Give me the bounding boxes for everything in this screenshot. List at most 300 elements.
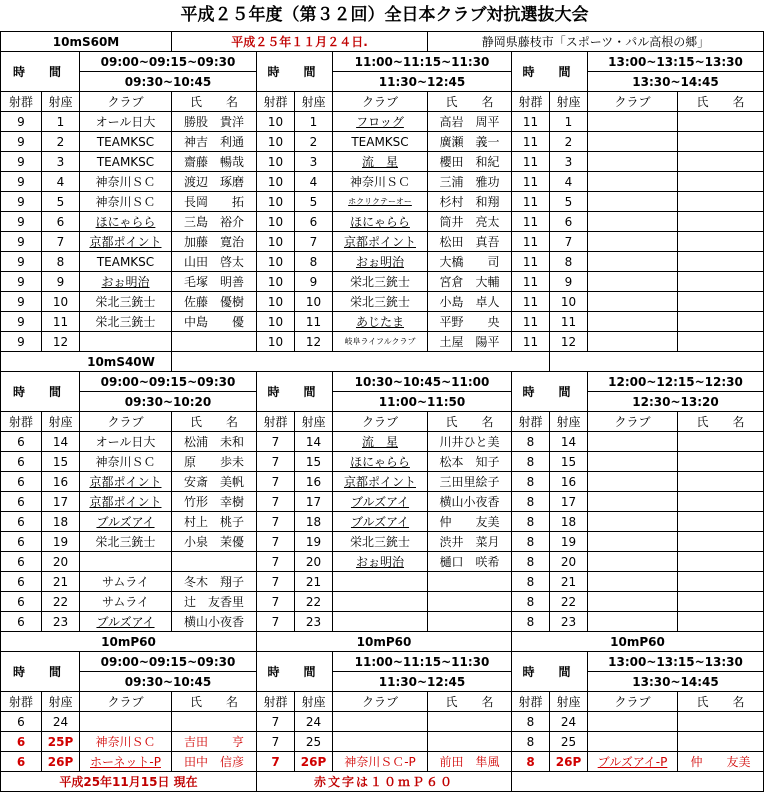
col-header-name: 氏 名 [172, 692, 257, 712]
col-header-name: 氏 名 [428, 92, 512, 112]
shagun-cell: 7 [257, 592, 295, 612]
shaza-cell: 11 [550, 312, 588, 332]
table-row [1, 332, 764, 352]
shaza-cell: 5 [295, 192, 333, 212]
shagun-cell: 11 [512, 172, 550, 192]
club-cell: TEAMKSC [333, 132, 428, 152]
col-header-shagun: 射群 [257, 92, 295, 112]
table-row [1, 392, 764, 412]
shaza-cell: 20 [295, 552, 333, 572]
name-cell [678, 612, 764, 632]
col-header-shagun: 射群 [512, 692, 550, 712]
name-cell [678, 472, 764, 492]
col-header-club: クラブ [333, 692, 428, 712]
shagun-cell: 6 [1, 432, 42, 452]
shaza-cell: 10 [550, 292, 588, 312]
shagun-cell: 8 [512, 612, 550, 632]
col-header-shagun: 射群 [1, 692, 42, 712]
shaza-cell: 4 [550, 172, 588, 192]
shagun-cell: 10 [257, 152, 295, 172]
shaza-cell: 23 [295, 612, 333, 632]
col-header-name: 氏 名 [678, 92, 764, 112]
name-cell: 竹形 幸樹 [172, 492, 257, 512]
shaza-cell: 9 [550, 272, 588, 292]
club-cell [588, 252, 678, 272]
shagun-cell: 6 [1, 452, 42, 472]
table-row [1, 272, 764, 292]
name-cell [428, 732, 512, 752]
shaza-cell: 19 [550, 532, 588, 552]
shaza-cell: 23 [42, 612, 80, 632]
name-cell: 小泉 茉優 [172, 532, 257, 552]
shagun-cell: 6 [1, 712, 42, 732]
shaza-cell: 5 [42, 192, 80, 212]
time-range-line1: 11:00~11:15~11:30 [333, 652, 512, 672]
shagun-cell: 11 [512, 332, 550, 352]
shaza-cell: 2 [295, 132, 333, 152]
name-cell: 樋口 咲希 [428, 552, 512, 572]
shaza-cell: 23 [550, 612, 588, 632]
club-cell: 栄北三銃士 [80, 312, 172, 332]
shaza-cell: 14 [42, 432, 80, 452]
shagun-cell: 7 [257, 572, 295, 592]
table-row [1, 372, 764, 392]
shagun-cell: 10 [257, 312, 295, 332]
shaza-cell: 15 [42, 452, 80, 472]
shaza-cell: 14 [295, 432, 333, 452]
blank-cell [172, 352, 550, 372]
shaza-cell: 21 [295, 572, 333, 592]
name-cell [428, 712, 512, 732]
club-cell: ブルズアイ [333, 512, 428, 532]
name-cell: 杉村 和翔 [428, 192, 512, 212]
shagun-cell: 7 [257, 512, 295, 532]
shagun-cell: 10 [257, 192, 295, 212]
time-range-line1: 12:00~12:15~12:30 [588, 372, 764, 392]
table-row [1, 512, 764, 532]
table-row [1, 752, 764, 772]
shagun-cell: 8 [512, 432, 550, 452]
shagun-cell: 7 [257, 612, 295, 632]
time-header: 時 間 [1, 652, 80, 692]
table-row [1, 632, 764, 652]
shagun-cell: 8 [512, 592, 550, 612]
shaza-cell: 8 [295, 252, 333, 272]
shaza-cell: 17 [550, 492, 588, 512]
club-cell [588, 452, 678, 472]
shagun-cell: 9 [1, 332, 42, 352]
shaza-cell: 21 [42, 572, 80, 592]
time-range-line2: 09:30~10:45 [80, 72, 257, 92]
time-range-line1: 09:00~09:15~09:30 [80, 52, 257, 72]
table-row [1, 592, 764, 612]
name-cell: 中島 優 [172, 312, 257, 332]
shagun-cell: 11 [512, 132, 550, 152]
col-header-shaza: 射座 [42, 412, 80, 432]
shagun-cell: 10 [257, 172, 295, 192]
table-row [1, 352, 764, 372]
shaza-cell: 19 [295, 532, 333, 552]
club-cell: おぉ明治 [333, 552, 428, 572]
name-cell: 三島 裕介 [172, 212, 257, 232]
shagun-cell: 11 [512, 212, 550, 232]
time-header: 時 間 [257, 52, 333, 92]
shagun-cell: 6 [1, 752, 42, 772]
table-row [1, 452, 764, 472]
shagun-cell: 8 [512, 512, 550, 532]
shaza-cell: 7 [295, 232, 333, 252]
club-cell: ブルズアイ [80, 612, 172, 632]
shagun-cell: 11 [512, 252, 550, 272]
shaza-cell: 24 [295, 712, 333, 732]
name-cell [678, 512, 764, 532]
club-cell: 岐阜ライフルクラブ [333, 332, 428, 352]
shagun-cell: 6 [1, 472, 42, 492]
shaza-cell: 25 [550, 732, 588, 752]
col-header-name: 氏 名 [428, 412, 512, 432]
name-cell: 松浦 未和 [172, 432, 257, 452]
name-cell [678, 492, 764, 512]
table-row [1, 572, 764, 592]
club-cell: 流 星 [333, 152, 428, 172]
name-cell [678, 592, 764, 612]
name-cell: 勝股 貴洋 [172, 112, 257, 132]
col-header-shagun: 射群 [1, 92, 42, 112]
table-row [1, 232, 764, 252]
club-cell: TEAMKSC [80, 132, 172, 152]
name-cell [428, 592, 512, 612]
shaza-cell: 12 [295, 332, 333, 352]
name-cell [678, 152, 764, 172]
club-cell: オール日大 [80, 112, 172, 132]
col-header-shagun: 射群 [512, 412, 550, 432]
shagun-cell: 9 [1, 192, 42, 212]
shaza-cell: 20 [550, 552, 588, 572]
name-cell [172, 332, 257, 352]
name-cell: 高岩 周平 [428, 112, 512, 132]
shagun-cell: 8 [512, 472, 550, 492]
club-cell [333, 572, 428, 592]
table-row [1, 212, 764, 232]
name-cell: 前田 隼風 [428, 752, 512, 772]
col-header-club: クラブ [588, 412, 678, 432]
shagun-cell: 7 [257, 712, 295, 732]
shagun-cell: 7 [257, 552, 295, 572]
name-cell: 櫻田 和紀 [428, 152, 512, 172]
time-range-line2: 11:30~12:45 [333, 672, 512, 692]
club-cell: おぉ明治 [333, 252, 428, 272]
col-header-name: 氏 名 [428, 692, 512, 712]
name-cell: 宮倉 大輔 [428, 272, 512, 292]
club-cell [588, 132, 678, 152]
shaza-cell: 12 [550, 332, 588, 352]
club-cell [588, 112, 678, 132]
shagun-cell: 8 [512, 752, 550, 772]
name-cell: 齋藤 暢哉 [172, 152, 257, 172]
club-cell: 神奈川ＳＣ [80, 732, 172, 752]
time-header: 時 間 [1, 372, 80, 412]
shaza-cell: 3 [550, 152, 588, 172]
table-row [1, 292, 764, 312]
shagun-cell: 10 [257, 292, 295, 312]
shagun-cell: 6 [1, 512, 42, 532]
club-cell: 栄北三銃士 [80, 532, 172, 552]
name-cell: 渋井 菜月 [428, 532, 512, 552]
shaza-cell: 9 [42, 272, 80, 292]
shaza-cell: 4 [295, 172, 333, 192]
club-cell: サムライ [80, 592, 172, 612]
club-cell: 栄北三銃士 [80, 292, 172, 312]
club-cell [588, 472, 678, 492]
club-cell: 京都ポイント [80, 232, 172, 252]
club-cell: 栄北三銃士 [333, 532, 428, 552]
table-row [1, 152, 764, 172]
shagun-cell: 8 [512, 532, 550, 552]
time-header: 時 間 [512, 52, 588, 92]
club-cell: ブルズアイ-P [588, 752, 678, 772]
club-cell: おぉ明治 [80, 272, 172, 292]
table-row [1, 672, 764, 692]
shaza-cell: 11 [295, 312, 333, 332]
shagun-cell: 10 [257, 232, 295, 252]
col-header-shaza: 射座 [295, 692, 333, 712]
name-cell: 小島 卓人 [428, 292, 512, 312]
shaza-cell: 17 [42, 492, 80, 512]
event-label: 10mP60 [1, 632, 257, 652]
name-cell [678, 732, 764, 752]
shagun-cell: 6 [1, 592, 42, 612]
page-title: 平成２５年度（第３２回）全日本クラブ対抗選抜大会 [180, 5, 589, 25]
event-label: 10mP60 [512, 632, 764, 652]
club-cell: 栄北三銃士 [333, 272, 428, 292]
shagun-cell: 6 [1, 572, 42, 592]
club-cell: 神奈川ＳＣ [333, 172, 428, 192]
time-range-line1: 10:30~10:45~11:00 [333, 372, 512, 392]
shagun-cell: 9 [1, 212, 42, 232]
name-cell [678, 312, 764, 332]
col-header-club: クラブ [333, 412, 428, 432]
col-header-shaza: 射座 [295, 412, 333, 432]
club-cell [80, 552, 172, 572]
table-row [1, 472, 764, 492]
shagun-cell: 9 [1, 252, 42, 272]
name-cell: 加藤 寛治 [172, 232, 257, 252]
club-cell [588, 212, 678, 232]
col-header-shagun: 射群 [257, 692, 295, 712]
shaza-cell: 16 [295, 472, 333, 492]
name-cell: 冬木 翔子 [172, 572, 257, 592]
shaza-cell: 4 [42, 172, 80, 192]
name-cell: 土屋 陽平 [428, 332, 512, 352]
shaza-cell: 26P [295, 752, 333, 772]
club-cell: ブルズアイ [333, 492, 428, 512]
time-header: 時 間 [1, 52, 80, 92]
name-cell [678, 132, 764, 152]
club-cell: フロッグ [333, 112, 428, 132]
club-cell [588, 332, 678, 352]
club-cell [588, 272, 678, 292]
shagun-cell: 7 [257, 452, 295, 472]
table-row [1, 772, 764, 792]
club-cell [588, 512, 678, 532]
time-header: 時 間 [512, 652, 588, 692]
table-row [1, 192, 764, 212]
table-row [1, 412, 764, 432]
name-cell [678, 172, 764, 192]
updated-note: 平成25年11月15日 現在 [1, 772, 257, 792]
club-cell [80, 332, 172, 352]
shaza-cell: 10 [42, 292, 80, 312]
shaza-cell: 8 [42, 252, 80, 272]
col-header-name: 氏 名 [172, 412, 257, 432]
shagun-cell: 9 [1, 232, 42, 252]
time-range-line1: 09:00~09:15~09:30 [80, 372, 257, 392]
name-cell: 長岡 拓 [172, 192, 257, 212]
club-cell [588, 232, 678, 252]
time-range-line1: 13:00~13:15~13:30 [588, 652, 764, 672]
club-cell: 京都ポイント [333, 472, 428, 492]
schedule-table [0, 31, 764, 792]
shaza-cell: 26P [550, 752, 588, 772]
shagun-cell: 11 [512, 292, 550, 312]
name-cell: 辻 友香里 [172, 592, 257, 612]
name-cell [678, 572, 764, 592]
col-header-club: クラブ [80, 412, 172, 432]
shagun-cell: 11 [512, 192, 550, 212]
shagun-cell: 11 [512, 312, 550, 332]
club-cell [588, 312, 678, 332]
time-range-line2: 13:30~14:45 [588, 72, 764, 92]
name-cell [678, 252, 764, 272]
name-cell: 佐藤 優樹 [172, 292, 257, 312]
name-cell [678, 272, 764, 292]
shaza-cell: 18 [42, 512, 80, 532]
shaza-cell: 15 [550, 452, 588, 472]
shagun-cell: 9 [1, 312, 42, 332]
shaza-cell: 8 [550, 252, 588, 272]
name-cell [678, 432, 764, 452]
club-cell: 神奈川ＳＣ [80, 172, 172, 192]
shagun-cell: 6 [1, 552, 42, 572]
table-row [1, 312, 764, 332]
name-cell: 三浦 雅功 [428, 172, 512, 192]
name-cell [678, 532, 764, 552]
club-cell: サムライ [80, 572, 172, 592]
blank-cell [550, 352, 764, 372]
club-cell [588, 732, 678, 752]
shagun-cell: 9 [1, 152, 42, 172]
shagun-cell: 9 [1, 292, 42, 312]
name-cell: 大橋 司 [428, 252, 512, 272]
shaza-cell: 3 [42, 152, 80, 172]
shagun-cell: 8 [512, 572, 550, 592]
col-header-shaza: 射座 [550, 412, 588, 432]
shaza-cell: 18 [295, 512, 333, 532]
col-header-club: クラブ [80, 692, 172, 712]
name-cell: 川井ひと美 [428, 432, 512, 452]
name-cell [428, 612, 512, 632]
shaza-cell: 6 [42, 212, 80, 232]
shaza-cell: 16 [42, 472, 80, 492]
shagun-cell: 11 [512, 232, 550, 252]
name-cell [678, 552, 764, 572]
table-row [1, 52, 764, 72]
club-cell [588, 572, 678, 592]
shaza-cell: 7 [550, 232, 588, 252]
shagun-cell: 11 [512, 112, 550, 132]
club-cell: ホーネット-P [80, 752, 172, 772]
col-header-shagun: 射群 [257, 412, 295, 432]
col-header-shaza: 射座 [295, 92, 333, 112]
club-cell [588, 552, 678, 572]
time-header: 時 間 [257, 652, 333, 692]
club-cell [588, 712, 678, 732]
shagun-cell: 10 [257, 212, 295, 232]
club-cell: 神奈川ＳＣ [80, 452, 172, 472]
shaza-cell: 25P [42, 732, 80, 752]
col-header-shaza: 射座 [42, 692, 80, 712]
shaza-cell: 10 [295, 292, 333, 312]
shagun-cell: 7 [257, 492, 295, 512]
name-cell: 平野 央 [428, 312, 512, 332]
name-cell: 松田 真吾 [428, 232, 512, 252]
name-cell: 横山小夜香 [172, 612, 257, 632]
shaza-cell: 18 [550, 512, 588, 532]
shagun-cell: 8 [512, 732, 550, 752]
club-cell: 神奈川ＳＣ-P [333, 752, 428, 772]
shagun-cell: 8 [512, 712, 550, 732]
shagun-cell: 9 [1, 112, 42, 132]
shagun-cell: 8 [512, 552, 550, 572]
time-header: 時 間 [512, 372, 588, 412]
shaza-cell: 21 [550, 572, 588, 592]
name-cell: 三田里絵子 [428, 472, 512, 492]
shaza-cell: 1 [550, 112, 588, 132]
shagun-cell: 7 [257, 472, 295, 492]
shagun-cell: 7 [257, 432, 295, 452]
club-cell [333, 612, 428, 632]
col-header-name: 氏 名 [678, 692, 764, 712]
club-cell: 栄北三銃士 [333, 292, 428, 312]
club-cell: 京都ポイント [80, 472, 172, 492]
club-cell [588, 532, 678, 552]
name-cell: 廣瀬 義一 [428, 132, 512, 152]
club-cell: ほにゃらら [333, 212, 428, 232]
shaza-cell: 22 [295, 592, 333, 612]
table-row [1, 652, 764, 672]
club-cell [588, 592, 678, 612]
name-cell: 村上 桃子 [172, 512, 257, 532]
event-label: 10mS40W [1, 352, 172, 372]
time-range-line2: 11:00~11:50 [333, 392, 512, 412]
shagun-cell: 11 [512, 152, 550, 172]
shaza-cell: 26P [42, 752, 80, 772]
club-cell: 京都ポイント [333, 232, 428, 252]
club-cell [333, 592, 428, 612]
table-row [1, 72, 764, 92]
name-cell [428, 572, 512, 592]
shagun-cell: 9 [1, 172, 42, 192]
table-row [1, 612, 764, 632]
time-range-line1: 09:00~09:15~09:30 [80, 652, 257, 672]
shagun-cell: 9 [1, 272, 42, 292]
club-cell: TEAMKSC [80, 152, 172, 172]
name-cell [678, 112, 764, 132]
name-cell: 安斎 美帆 [172, 472, 257, 492]
club-cell [588, 492, 678, 512]
name-cell: 横山小夜香 [428, 492, 512, 512]
shaza-cell: 19 [42, 532, 80, 552]
